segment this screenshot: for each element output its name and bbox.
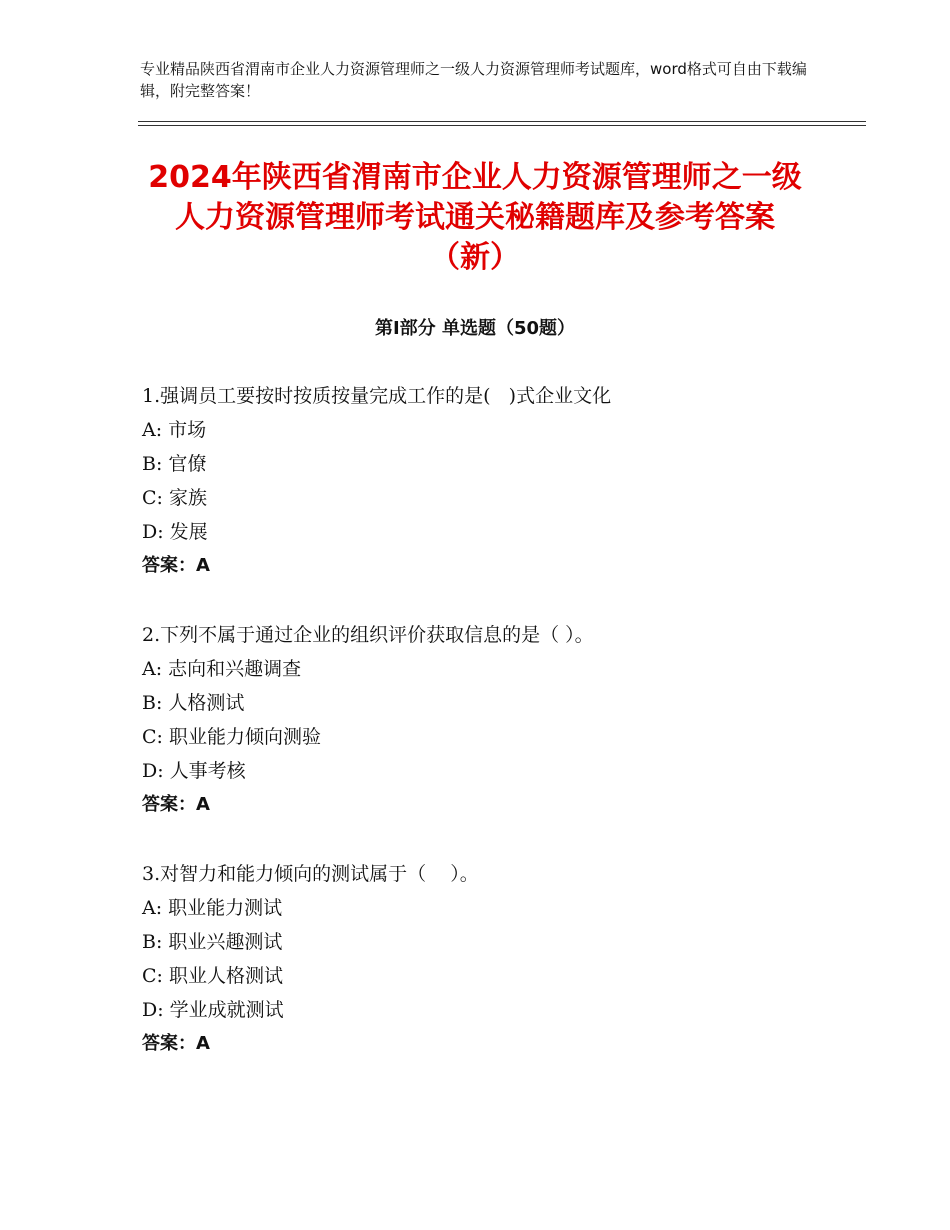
document-title: 2024年陕西省渭南市企业人力资源管理师之一级人力资源管理师考试通关秘籍题库及参考答案（新）: [148, 160, 802, 275]
question-stem: 3.对智力和能力倾向的测试属于（ ）。: [142, 863, 479, 885]
option-a: A: 职业能力测试: [142, 897, 283, 919]
question-1: [142, 379, 822, 583]
answer: 答案：A: [142, 794, 210, 815]
option-d: D: 人事考核: [142, 760, 246, 782]
answer: 答案：A: [142, 555, 210, 576]
option-c: C: 职业人格测试: [142, 965, 283, 987]
option-b: B: 职业兴趣测试: [142, 931, 283, 953]
option-b: B: 人格测试: [142, 692, 245, 714]
header-rule-thin: [138, 125, 866, 126]
option-c: C: 家族: [142, 487, 207, 509]
question-2: [142, 618, 822, 822]
answer: 答案：A: [142, 1033, 210, 1054]
header-rule: [138, 121, 866, 122]
question-stem: 2.下列不属于通过企业的组织评价获取信息的是（ ）。: [142, 624, 594, 646]
question-3: [142, 857, 822, 1061]
question-stem: 1.强调员工要按时按质按量完成工作的是( )式企业文化: [142, 385, 612, 407]
option-d: D: 学业成就测试: [142, 999, 284, 1021]
section-heading: 第Ⅰ部分 单选题（50题）: [374, 318, 575, 339]
option-a: A: 市场: [142, 419, 207, 441]
header-note: 专业精品陕西省渭南市企业人力资源管理师之一级人力资源管理师考试题库，word格式可自由下载编辑，附完整答案！: [140, 60, 807, 100]
option-b: B: 官僚: [142, 453, 207, 475]
option-d: D: 发展: [142, 521, 208, 543]
option-c: C: 职业能力倾向测验: [142, 726, 321, 748]
option-a: A: 志向和兴趣调查: [142, 658, 302, 680]
